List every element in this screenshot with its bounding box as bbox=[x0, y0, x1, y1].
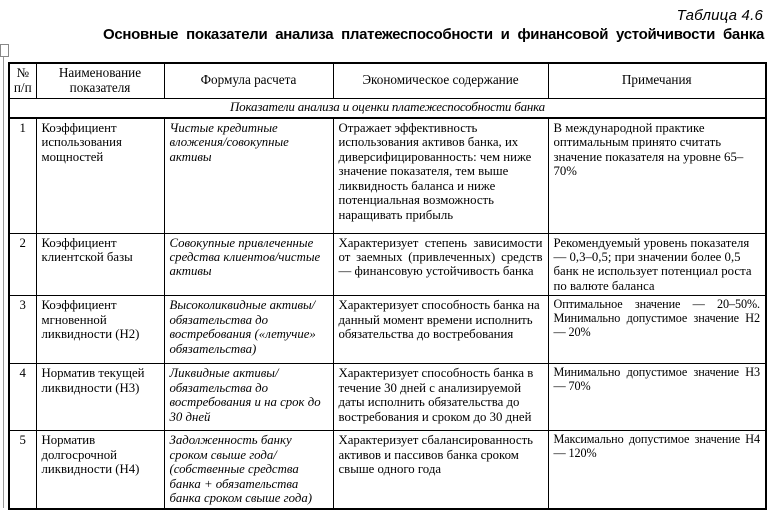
col-header-name: Наименование показателя bbox=[36, 63, 164, 98]
col-header-meaning: Экономическое содержание bbox=[333, 63, 548, 98]
indicators-table bbox=[8, 62, 767, 510]
col-header-num: № п/п bbox=[9, 63, 36, 98]
indicator-notes: В международной практике оптимальным принято считать значение показателя на уровне 65–70% bbox=[548, 118, 766, 233]
indicator-notes: Минимально допустимое значение Н3 — 70% bbox=[548, 364, 766, 431]
indicator-formula: Ликвидные активы/ обязательства до востребования и на срок до 30 дней bbox=[164, 364, 333, 431]
indicator-formula: Совокупные привлеченные средства клиентов/чистые активы bbox=[164, 233, 333, 296]
indicator-formula: Задолженность банку сроком свыше года/ (собственные средства банка + обязательства банка сроком свыше года) bbox=[164, 431, 333, 509]
indicator-notes: Рекомендуемый уровень показателя — 0,3–0,5; при значении более 0,5 банк не использует потенциал роста по валюте баланса bbox=[548, 233, 766, 296]
indicator-formula: Высоколиквидные активы/ обязательства до востребования («летучие» обязательства) bbox=[164, 296, 333, 364]
col-header-formula: Формула расчета bbox=[164, 63, 333, 98]
table-row bbox=[9, 431, 766, 509]
row-number: 4 bbox=[9, 364, 36, 431]
page-title: Основные показатели анализа платежеспособности и финансовой устойчивости банка bbox=[102, 26, 764, 43]
indicator-notes: Максимально допустимое значение Н4 — 120% bbox=[548, 431, 766, 509]
indicator-name: Норматив долгосрочной ликвидности (Н4) bbox=[36, 431, 164, 509]
table-number-label: Таблица 4.6 bbox=[676, 7, 763, 24]
indicator-name: Коэффициент клиентской базы bbox=[36, 233, 164, 296]
table-row bbox=[9, 364, 766, 431]
page-frame-handle bbox=[0, 44, 9, 57]
col-header-notes: Примечания bbox=[548, 63, 766, 98]
indicator-meaning: Отражает эффективность использования активов банка, их диверсифицированность: чем ниже значение показателя, тем выше ликвидность баланса и ниже потенциальная возможность наращивать прибыль bbox=[333, 118, 548, 233]
indicator-name: Коэффициент мгновенной ликвидности (Н2) bbox=[36, 296, 164, 364]
table-row bbox=[9, 233, 766, 296]
table-row bbox=[9, 296, 766, 364]
indicator-name: Коэффициент использования мощностей bbox=[36, 118, 164, 233]
indicator-meaning: Характеризует способность банка на данный момент времени исполнить обязательства до востребования bbox=[333, 296, 548, 364]
row-number: 5 bbox=[9, 431, 36, 509]
indicator-meaning: Характеризует степень зависимости от заемных (привлеченных) средств — финансовую устойчивость банка bbox=[333, 233, 548, 296]
table-row bbox=[9, 118, 766, 233]
indicator-meaning: Характеризует сбалансированность активов и пассивов банка сроком свыше одного года bbox=[333, 431, 548, 509]
row-number: 1 bbox=[9, 118, 36, 233]
section-header-row bbox=[9, 98, 766, 118]
row-number: 3 bbox=[9, 296, 36, 364]
indicator-meaning: Характеризует способность банка в течение 30 дней с анализируемой даты исполнить обязательства до востребования и сроком до 30 дней bbox=[333, 364, 548, 431]
indicator-notes: Оптимальное значение — 20–50%. Минимально допустимое значение Н2 — 20% bbox=[548, 296, 766, 364]
section-header: Показатели анализа и оценки платежеспособности банка bbox=[9, 98, 766, 118]
row-number: 2 bbox=[9, 233, 36, 296]
page-frame-line bbox=[3, 57, 4, 508]
table-header-row bbox=[9, 63, 766, 98]
indicator-formula: Чистые кредитные вложения/совокупные активы bbox=[164, 118, 333, 233]
indicator-name: Норматив текущей ликвидности (Н3) bbox=[36, 364, 164, 431]
